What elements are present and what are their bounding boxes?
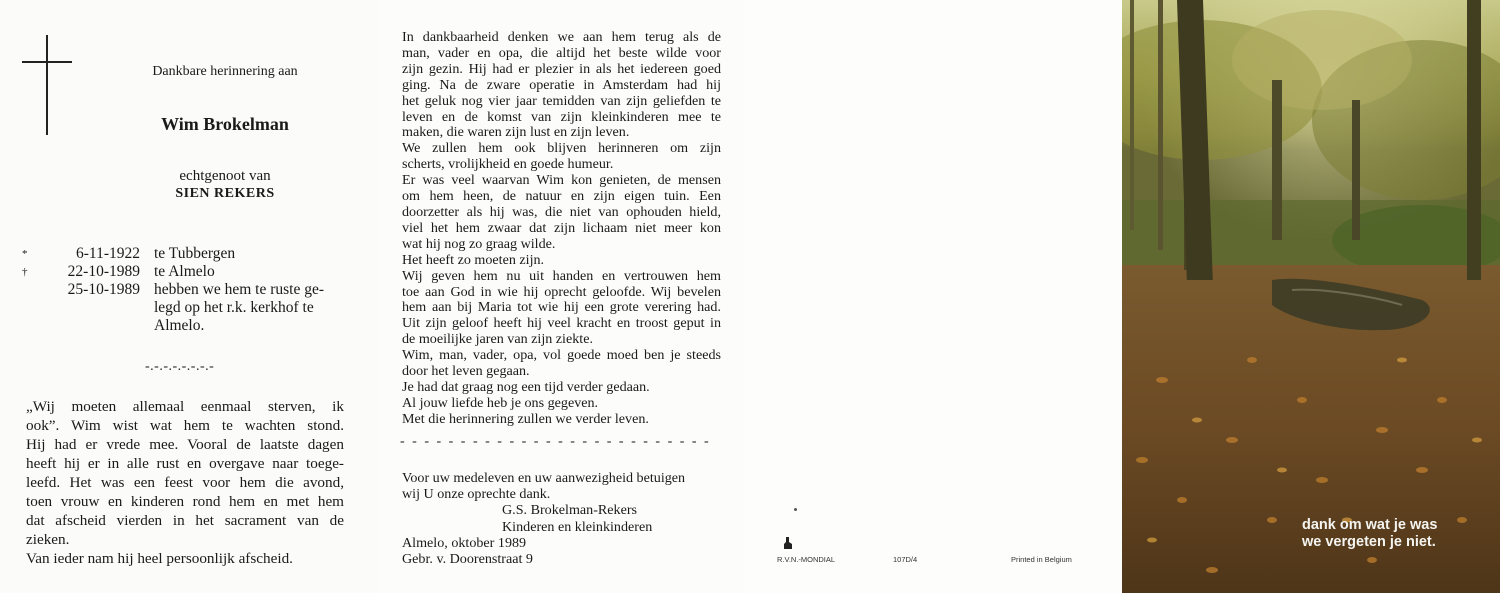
signature-line: Kinderen en kleinkinderen	[502, 518, 653, 535]
quote-line: dat afscheid vierden in het sacrament van de	[26, 512, 344, 529]
burial-text-line-3: Almelo.	[154, 317, 205, 334]
remembrance-text	[402, 30, 721, 428]
thanks-line: Voor uw medeleven en uw aanwezigheid betuigen	[402, 470, 686, 486]
caption-line: we vergeten je niet.	[1302, 534, 1436, 550]
burial-text: hebben we hem te ruste ge-	[154, 281, 325, 298]
life-dates	[22, 245, 359, 335]
address: Gebr. v. Doorenstraat 9	[402, 551, 533, 568]
birth-date: 6-11-1922	[76, 245, 140, 262]
quote-line: Hij had er vrede mee. Vooral de laatste dagen	[26, 436, 344, 453]
cross-icon	[46, 35, 48, 135]
quote-line: zieken.	[26, 531, 70, 548]
body-line: Het heeft zo moeten zijn.	[402, 251, 545, 268]
body-line: viel het hem zwaar dat zijn lichaam niet meer kon	[402, 219, 721, 236]
body-line: ging. Na de zware operatie in Amsterdam had hij	[402, 76, 721, 93]
date-row-birth	[22, 245, 359, 263]
burial-date: 25-10-1989	[67, 281, 140, 298]
burial-text-line-2: legd op het r.k. kerkhof te	[154, 299, 314, 316]
print-code: 107D/4	[893, 555, 918, 564]
card-left-panel	[0, 0, 378, 593]
body-line: Je had dat graag nog een tijd verder gedaan.	[402, 378, 650, 395]
body-line: zijn gezin. Hij had er plezier in als het iedereen goed	[402, 60, 721, 77]
dashed-divider: - - - - - - - - - - - - - - - - - - - - - - - - - -	[400, 434, 711, 449]
burial-continuation-2	[22, 317, 359, 335]
body-line: door het leven gegaan.	[402, 363, 530, 380]
remembrance-heading: Dankbare herinnering aan	[152, 64, 298, 79]
caption-line: dank om wat je was	[1302, 517, 1438, 533]
quote-line: ook”. Wim wist wat hem te wachten stond.	[26, 417, 344, 434]
spouse-name: SIEN REKERS	[175, 186, 275, 201]
publisher-logo-icon	[783, 536, 793, 550]
body-line: het geluk nog vier jaar temidden van zijn geliefden te	[402, 92, 721, 109]
card-back-panel	[745, 0, 1122, 593]
body-line: man, vader en opa, die altijd het beste wilde voor	[402, 44, 721, 61]
body-line: We zullen hem ook blijven herinneren om zijn	[402, 140, 721, 157]
signature-line: G.S. Brokelman-Rekers	[502, 502, 638, 519]
body-line: Met die herinnering zullen we verder leven.	[402, 410, 649, 427]
photo-caption	[1302, 517, 1437, 551]
printed-in: Printed in Belgium	[1011, 555, 1072, 564]
body-line: scherts, vrolijkheid en goede humeur.	[402, 156, 614, 173]
death-place: te Almelo	[154, 263, 215, 280]
quote-text	[26, 397, 344, 568]
body-line: maken, die waren zijn lust en zijn leven.	[402, 124, 630, 141]
body-line: hem aan bij Maria tot wie hij een grote verering had.	[402, 299, 721, 316]
place-date: Almelo, oktober 1989	[402, 534, 527, 551]
print-mark-icon	[794, 508, 797, 511]
death-cross-icon: †	[22, 266, 28, 278]
body-line: wat hij nog zo graag wilde.	[402, 235, 556, 252]
date-row-burial	[22, 281, 359, 299]
quote-line: heeft hij er in alle rust en overgave naar toege-	[26, 455, 344, 472]
body-line: leven en de komst van zijn kleinkinderen mee te	[402, 108, 721, 125]
cross-icon-bar	[22, 61, 72, 63]
spouse-label: echtgenoot van	[179, 168, 271, 184]
body-line: toe aan God in wie hij oprecht geloofde. Wij bevelen	[402, 283, 721, 300]
date-row-death	[22, 263, 359, 281]
body-line: Wim, man, vader, opa, vol goede moed ben je steeds	[402, 347, 721, 364]
body-line: om hem heen, de natuur en zijn eigen tuin. Een	[402, 188, 721, 205]
publisher-name: R.V.N.-MONDIAL	[777, 555, 836, 564]
card-photo-panel	[1122, 0, 1500, 593]
thanks-line: wij U onze oprechte dank.	[402, 486, 551, 503]
quote-line: „Wij moeten allemaal eenmaal sterven, ik	[26, 398, 344, 415]
body-line: de moeilijke jaren van zijn ziekte.	[402, 331, 593, 348]
death-date: 22-10-1989	[67, 263, 140, 280]
birth-star-icon: *	[22, 248, 28, 260]
body-line: Er was veel waarvan Wim kon genieten, de mensen	[402, 172, 721, 189]
quote-line: Van ieder nam hij heel persoonlijk afscheid.	[26, 550, 293, 567]
burial-symbol	[22, 281, 36, 299]
card-middle-panel	[378, 0, 745, 593]
body-line: Wij geven hem nu uit handen en vertrouwen hem	[402, 267, 721, 284]
body-line: In dankbaarheid denken we aan hem terug als de	[402, 29, 721, 45]
quote-line: toen vrouw en kinderen rond hem en met hem	[26, 493, 344, 510]
body-line: doorzetter als hij was, die niet van ophouden hield,	[402, 203, 721, 220]
birth-place: te Tubbergen	[154, 245, 236, 262]
body-line: Uit zijn geloof heeft hij veel kracht en troost geput in	[402, 315, 721, 332]
thanks-block	[402, 470, 721, 567]
burial-continuation-1	[22, 299, 359, 317]
separator: -.-.-.-.-.-.-.-	[145, 359, 215, 374]
deceased-name: Wim Brokelman	[161, 114, 289, 134]
forest-photo	[1122, 0, 1500, 593]
body-line: Al jouw liefde heb je ons gegeven.	[402, 394, 599, 411]
quote-line: leefd. Het was een feest voor hem die avond,	[26, 474, 344, 491]
